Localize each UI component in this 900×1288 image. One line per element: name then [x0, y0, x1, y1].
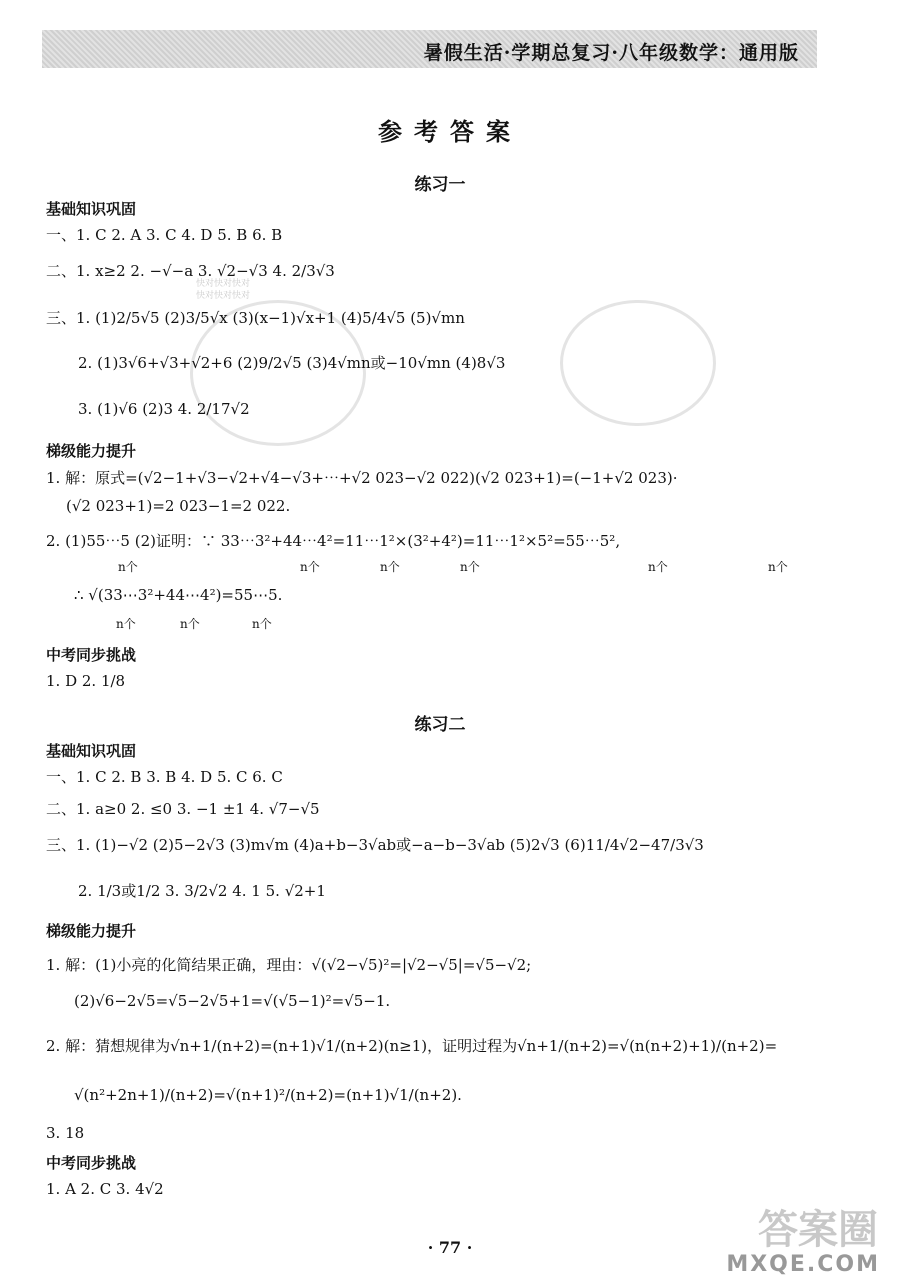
running-header-bar: [42, 30, 817, 68]
ex2-problem-2b: √(n²+2n+1)/(n+2)=√(n+1)²/(n+2)=(n+1)√1/(n+2).: [74, 1086, 462, 1104]
ex1-zhongkao-line: 1. D 2. 1/8: [46, 672, 126, 690]
ex1-line-1: 一、1. C 2. A 3. C 4. D 5. B 6. B: [46, 226, 283, 244]
ex1-zhongkao-heading: 中考同步挑战: [46, 646, 137, 664]
n-count-label: n个: [180, 617, 200, 631]
n-count-label: n个: [460, 560, 480, 574]
ex2-line-2: 二、1. a≥0 2. ≤0 3. −1 ±1 4. √7−√5: [46, 800, 320, 818]
ex1-line-3: 三、1. (1)2/5√5 (2)3/5√x (3)(x−1)√x+1 (4)5/4√5 (5)√mn: [46, 309, 465, 327]
brand-logo: 答案圈: [758, 1207, 878, 1253]
ex2-zhongkao-heading: 中考同步挑战: [46, 1154, 137, 1172]
ex1-problem-2a: 2. (1)55⋯5 (2)证明：∵ 33⋯3²+44⋯4²=11⋯1²×(3²+4²)=11⋯1²×5²=55⋯5²,: [46, 532, 621, 550]
ex1-line-2: 二、1. x≥2 2. −√−a 3. √2−√3 4. 2/3√3: [46, 262, 335, 280]
n-count-label: n个: [116, 617, 136, 631]
ex2-line-3: 三、1. (1)−√2 (2)5−2√3 (3)m√m (4)a+b−3√ab或−a−b−3√ab (5)2√3 (6)11/4√2−47/3√3: [46, 836, 704, 854]
ex1-ladder-heading: 梯级能力提升: [46, 442, 137, 460]
ex1-line-4: 2. (1)3√6+√3+√2+6 (2)9/2√5 (3)4√mn或−10√mn (4)8√3: [78, 354, 506, 372]
ex2-problem-1a: 1. 解：(1)小亮的化简结果正确，理由：√(√2−√5)²=|√2−√5|=√5−√2;: [46, 956, 532, 974]
watermark-text: 快对快对快对: [196, 279, 251, 289]
brand-url: MXQE.COM: [726, 1252, 880, 1277]
watermark-stamp: [560, 300, 716, 426]
ex2-line-4: 2. 1/3或1/2 3. 3/2√2 4. 1 5. √2+1: [78, 882, 326, 900]
exercise-1-heading: 练习一: [414, 175, 466, 195]
ex1-basic-heading: 基础知识巩固: [46, 200, 137, 218]
n-count-label: n个: [380, 560, 400, 574]
ex2-zhongkao-line: 1. A 2. C 3. 4√2: [46, 1180, 164, 1198]
ex2-problem-2a: 2. 解：猜想规律为√n+1/(n+2)=(n+1)√1/(n+2)(n≥1)，证明过程为√n+1/(n+2)=√(n(n+2)+1)/(n+2)=: [46, 1037, 778, 1055]
ex2-problem-1b: (2)√6−2√5=√5−2√5+1=√(√5−1)²=√5−1.: [74, 992, 391, 1010]
n-count-label: n个: [300, 560, 320, 574]
page-number: · 77 ·: [427, 1238, 473, 1257]
ex2-problem-3: 3. 18: [46, 1124, 85, 1142]
ex2-ladder-heading: 梯级能力提升: [46, 922, 137, 940]
ex1-problem-1a: 1. 解：原式=(√2−1+√3−√2+√4−√3+⋯+√2 023−√2 022)(√2 023+1)=(−1+√2 023)·: [46, 469, 678, 487]
n-count-label: n个: [118, 560, 138, 574]
ex2-line-1: 一、1. C 2. B 3. B 4. D 5. C 6. C: [46, 768, 283, 786]
ex1-line-5: 3. (1)√6 (2)3 4. 2/17√2: [78, 400, 250, 418]
exercise-2-heading: 练习二: [414, 715, 466, 735]
page-title: 参考答案: [378, 117, 522, 146]
n-count-label: n个: [648, 560, 668, 574]
watermark-text: 快对快对快对: [196, 291, 251, 301]
ex1-problem-2b: ∴ √(33⋯3²+44⋯4²)=55⋯5.: [74, 586, 283, 604]
n-count-label: n个: [768, 560, 788, 574]
n-count-label: n个: [252, 617, 272, 631]
running-header-text: 暑假生活·学期总复习·八年级数学：通用版: [423, 42, 799, 64]
ex1-problem-1b: (√2 023+1)=2 023−1=2 022.: [66, 497, 291, 515]
ex2-basic-heading: 基础知识巩固: [46, 742, 137, 760]
